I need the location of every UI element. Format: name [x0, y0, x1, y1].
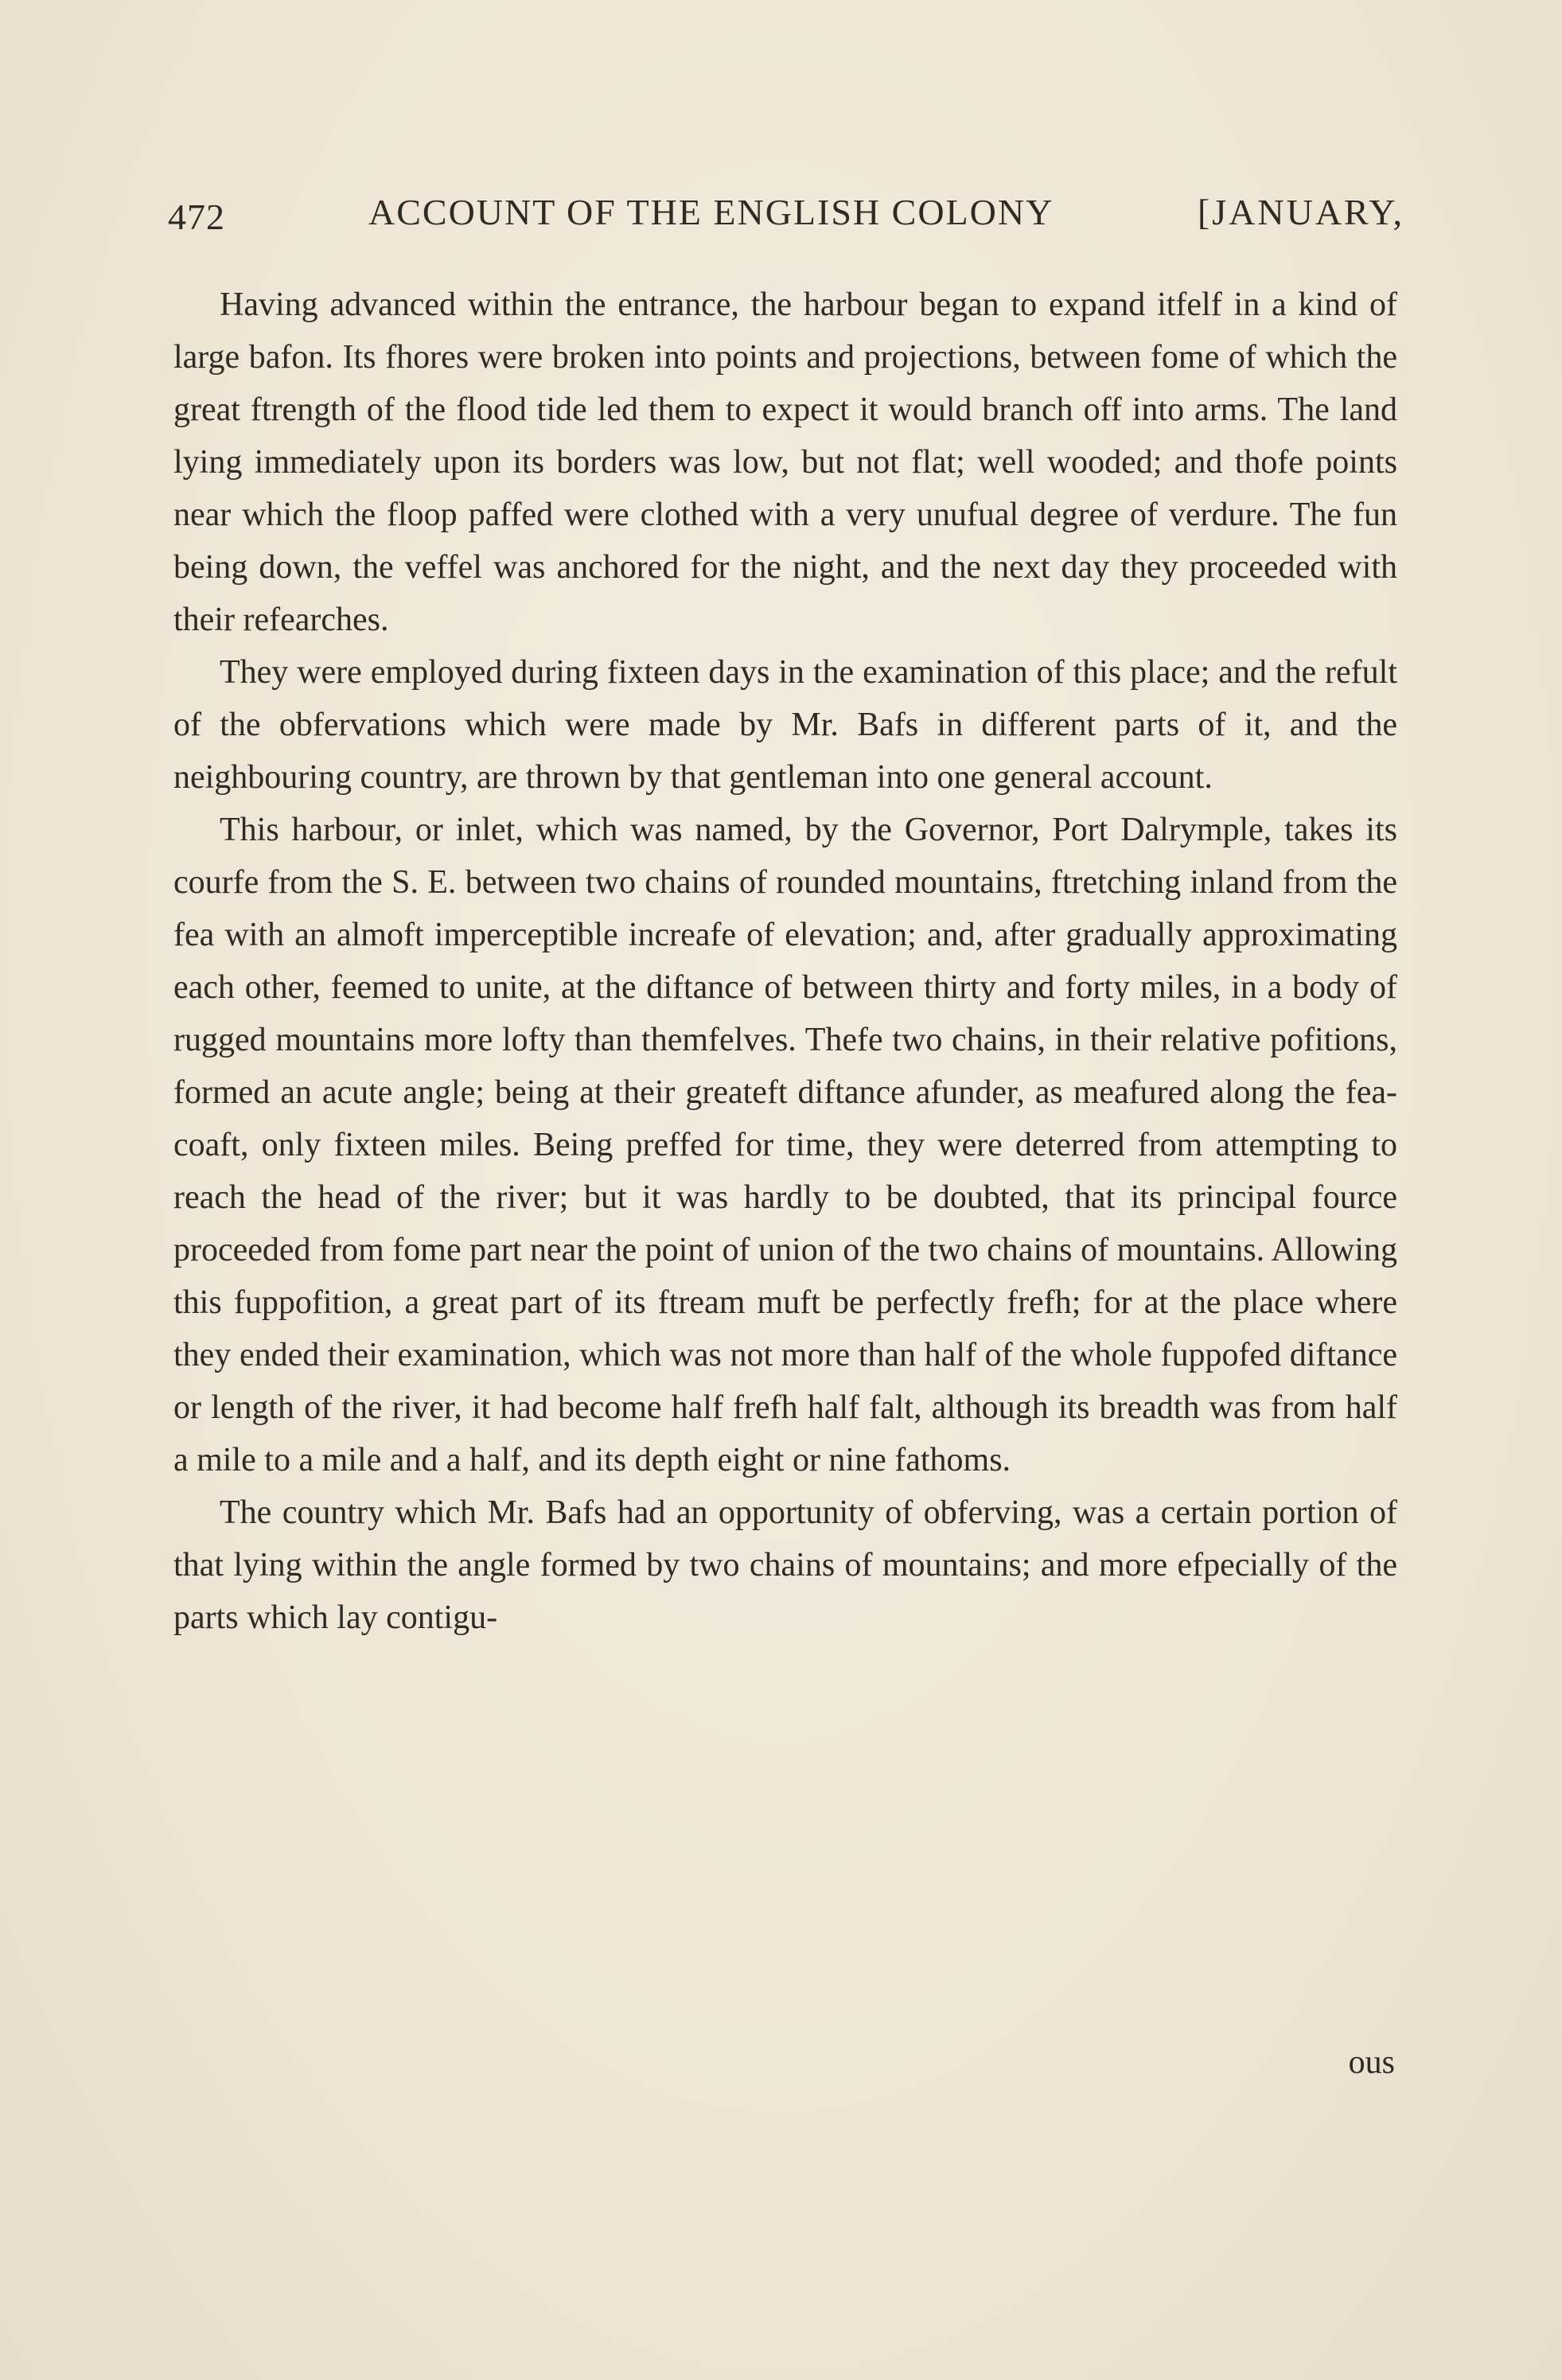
page-number: 472	[168, 197, 225, 237]
paragraph: Having advanced within the entrance, the harbour began to expand itfelf in a kind of large bafon. Its fhores were broken into points and projections, between fome of which the great ftrength of the flood tide led them to expect it would branch off into arms. The land lying immediately upon its borders was low, but not flat; well wooded; and thofe points near which the floop paffed were clothed with a very unufual degree of verdure. The fun being down, the veffel was anchored for the night, and the next day they proceeded with their refearches.	[173, 286, 1397, 638]
issue-date: [JANUARY,	[1197, 192, 1404, 232]
running-title: ACCOUNT OF THE ENGLISH COLONY	[368, 192, 1054, 232]
paragraph: The country which Mr. Bafs had an opportunity of obferving, was a certain portion of that lying within the angle formed by two chains of mountains; and more efpecially of the parts which lay contigu-	[173, 1494, 1397, 1636]
paragraph: This harbour, or inlet, which was named, by the Governor, Port Dalrymple, takes its courfe from the S. E. between two chains of rounded mountains, ftretching inland from the fea with an almoft imperceptible increafe of elevation; and, after gradually approximating each other, feemed to unite, at the diftance of between thirty and forty miles, in a body of rugged mountains more lofty than themfelves. Thefe two chains, in their relative pofitions, formed an acute angle; being at their greateft diftance afunder, as meafured along the fea-coaft, only fixteen miles. Being preffed for time, they were deterred from attempting to reach the head of the river; but it was hardly to be doubted, that its principal fource proceeded from fome part near the point of union of the two chains of mountains. Allowing this fuppofition, a great part of its ftream muft be perfectly frefh; for at the place where they ended their examination, which was not more than half of the whole fuppofed diftance or length of the river, it had become half frefh half falt, although its breadth was from half a mile to a mile and a half, and its depth eight or nine fathoms.	[173, 812, 1397, 1478]
catchword: ous	[1348, 2044, 1395, 2081]
paragraph: They were employed during fixteen days in the examination of this place; and the refult of the obfervations which were made by Mr. Bafs in different parts of it, and the neighbouring country, are thrown by that gentleman into one general account.	[173, 654, 1397, 796]
page-header	[163, 188, 1404, 243]
body-text	[173, 279, 1397, 1644]
